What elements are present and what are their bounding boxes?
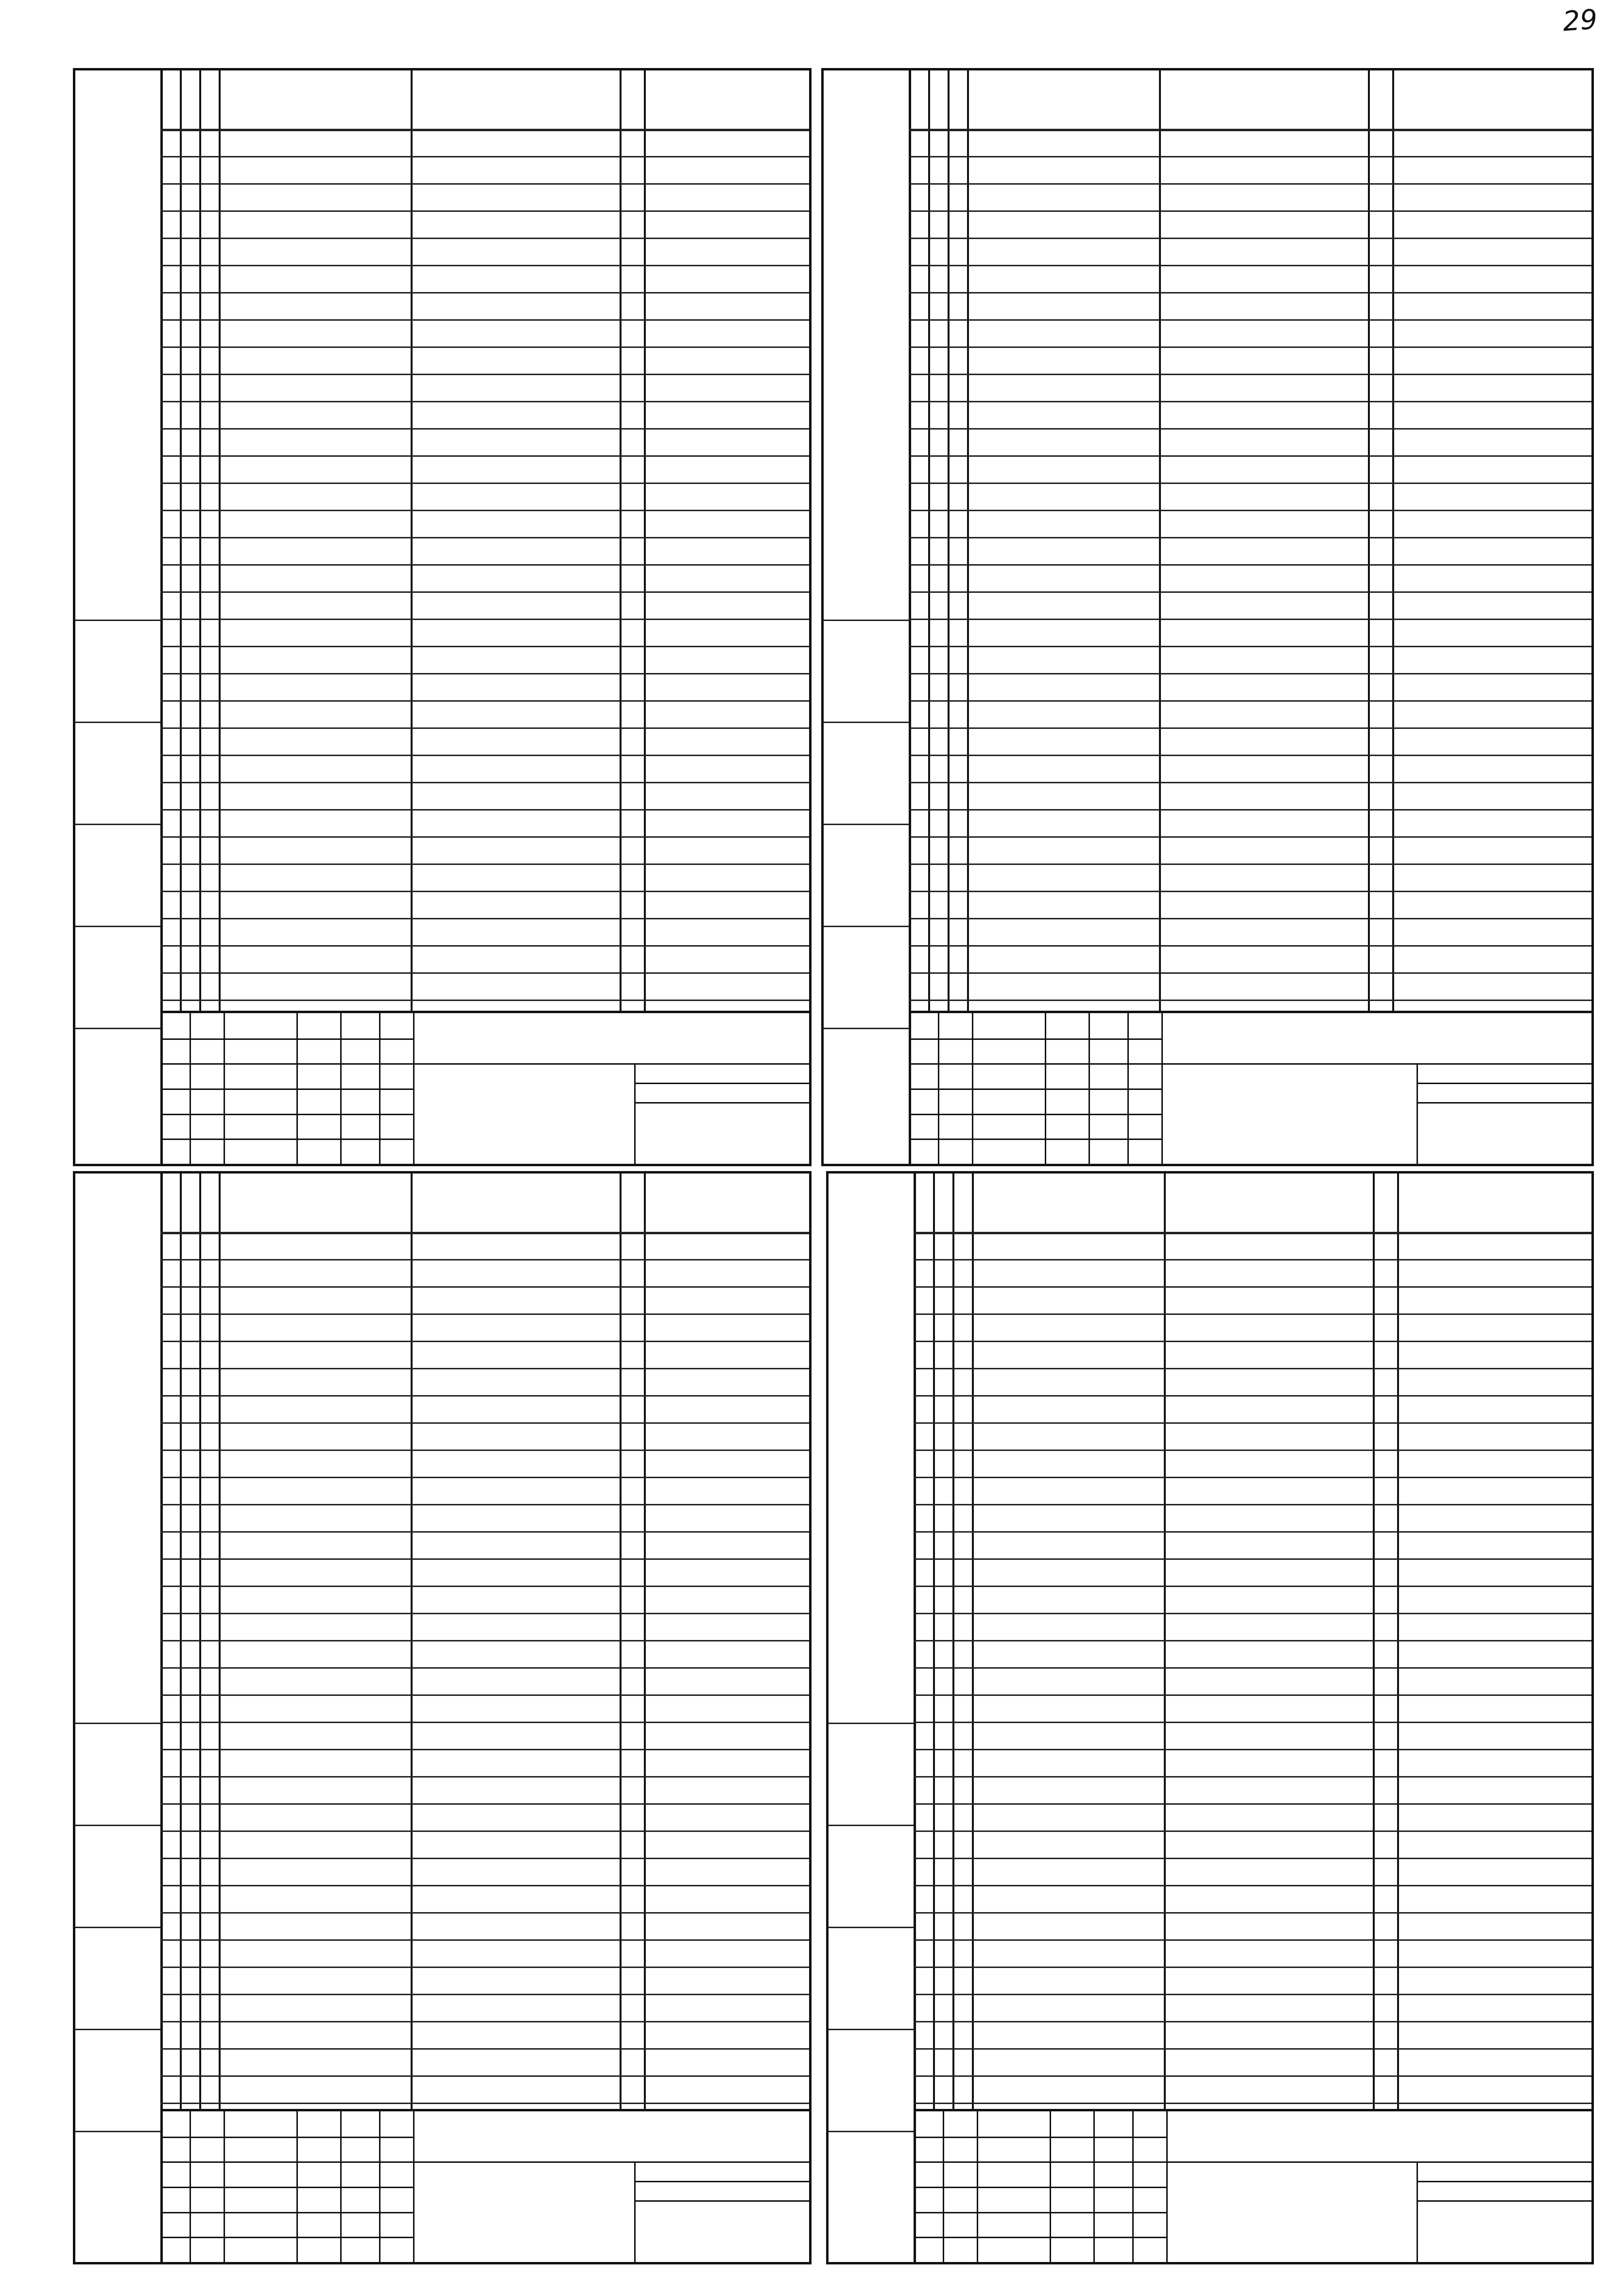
row-divider (160, 1531, 809, 1533)
column-divider (180, 70, 182, 1013)
row-divider (160, 1885, 809, 1886)
row-divider (909, 292, 1591, 293)
title-main-hline (413, 2161, 809, 2163)
row-divider (160, 374, 809, 375)
title-grid-hline (160, 1139, 413, 1140)
sidebar-divider (75, 722, 160, 723)
sidebar-divider (75, 1927, 160, 1928)
row-divider (160, 265, 809, 266)
sidebar-margin (75, 70, 163, 1164)
title-grid-hline (160, 2137, 413, 2138)
row-divider (914, 1667, 1591, 1669)
row-divider (160, 1640, 809, 1641)
sidebar-divider (824, 1028, 909, 1029)
row-divider (914, 1640, 1591, 1641)
row-divider (909, 863, 1591, 865)
row-divider (909, 483, 1591, 484)
lit-hline (634, 2200, 809, 2202)
row-divider (160, 591, 809, 593)
row-divider (160, 782, 809, 783)
row-divider (160, 1694, 809, 1696)
row-divider (914, 1722, 1591, 1723)
row-divider (160, 700, 809, 702)
title-main-hline (1166, 2161, 1591, 2163)
title-block (160, 1011, 809, 1164)
header-divider (914, 1232, 1591, 1234)
row-divider (909, 700, 1591, 702)
row-divider (160, 1368, 809, 1369)
row-divider (160, 1558, 809, 1560)
row-divider (909, 238, 1591, 239)
row-divider (160, 510, 809, 511)
row-divider (160, 210, 809, 212)
title-grid-hline (160, 1038, 413, 1040)
row-divider (909, 782, 1591, 783)
sidebar-margin (824, 70, 911, 1164)
row-divider (914, 1613, 1591, 1614)
row-divider (160, 1830, 809, 1832)
row-divider (914, 1586, 1591, 1587)
row-divider (160, 727, 809, 729)
row-divider (914, 1885, 1591, 1886)
row-divider (909, 401, 1591, 402)
column-header-format (909, 90, 928, 109)
row-divider (160, 918, 809, 919)
row-divider (909, 1000, 1591, 1001)
title-block (914, 2109, 1591, 2262)
row-divider (160, 1912, 809, 1914)
column-divider (967, 70, 969, 1013)
row-divider (160, 2048, 809, 2050)
row-divider (909, 265, 1591, 266)
row-divider (160, 1776, 809, 1778)
column-header-format (160, 90, 180, 109)
row-divider (160, 1722, 809, 1723)
row-divider (909, 374, 1591, 375)
sidebar-divider (829, 1825, 914, 1826)
sidebar-margin (75, 1174, 163, 2262)
title-main-hline (413, 1063, 809, 1065)
sidebar-divider (75, 1825, 160, 1826)
column-divider (411, 70, 413, 1013)
row-divider (914, 1749, 1591, 1750)
title-grid-hline (160, 2237, 413, 2238)
title-block (909, 1011, 1591, 1164)
title-grid-hline (160, 2212, 413, 2213)
row-divider (909, 591, 1591, 593)
column-header-pos (952, 1193, 972, 1212)
sidebar-divider (829, 2131, 914, 2132)
lit-vline (1417, 2161, 1418, 2262)
spec-sheet-filter (826, 1171, 1594, 2264)
spec-sheet-cover (821, 68, 1594, 1166)
row-divider (914, 1422, 1591, 1424)
row-divider (160, 1395, 809, 1397)
row-divider (909, 455, 1591, 457)
row-divider (160, 863, 809, 865)
row-divider (160, 455, 809, 457)
row-divider (909, 945, 1591, 947)
row-divider (909, 428, 1591, 430)
row-divider (914, 2103, 1591, 2104)
column-header-zone (180, 90, 199, 109)
row-divider (160, 564, 809, 566)
lit-hline (1417, 2181, 1591, 2182)
row-divider (909, 319, 1591, 321)
title-block (160, 2109, 809, 2262)
title-grid-hline (909, 1139, 1161, 1140)
lit-hline (634, 1083, 809, 1084)
title-main-hline (1161, 1063, 1591, 1065)
row-divider (160, 2021, 809, 2022)
row-divider (914, 1477, 1591, 1478)
row-divider (160, 1422, 809, 1424)
sidebar-divider (824, 722, 909, 723)
row-divider (909, 210, 1591, 212)
title-grid-hline (909, 1114, 1161, 1115)
sidebar-divider (824, 824, 909, 825)
row-divider (909, 619, 1591, 620)
title-grid-hline (909, 1063, 1161, 1065)
title-grid-hline (160, 1088, 413, 1090)
row-divider (160, 483, 809, 484)
row-divider (909, 183, 1591, 185)
row-divider (160, 401, 809, 402)
row-divider (914, 1341, 1591, 1342)
sidebar-divider (75, 2131, 160, 2132)
row-divider (160, 292, 809, 293)
title-main-vline (413, 1013, 415, 1164)
lit-vline (634, 2161, 636, 2262)
row-divider (160, 1259, 809, 1260)
row-divider (909, 809, 1591, 811)
column-divider (928, 70, 930, 1013)
row-divider (160, 1803, 809, 1805)
column-divider (620, 70, 622, 1013)
column-header-zone (180, 1193, 199, 1212)
row-divider (160, 972, 809, 974)
row-divider (160, 1450, 809, 1451)
row-divider (909, 156, 1591, 157)
row-divider (160, 346, 809, 348)
row-divider (160, 319, 809, 321)
sidebar-divider (75, 1723, 160, 1724)
row-divider (914, 1858, 1591, 1859)
row-divider (160, 1000, 809, 1001)
title-grid-hline (160, 1114, 413, 1115)
row-divider (160, 1477, 809, 1478)
row-divider (160, 646, 809, 647)
row-divider (160, 809, 809, 811)
row-divider (160, 755, 809, 756)
row-divider (914, 1286, 1591, 1288)
row-divider (909, 346, 1591, 348)
sidebar-margin (829, 1174, 916, 2262)
row-divider (160, 183, 809, 185)
lit-hline (1417, 1102, 1591, 1104)
header-divider (160, 1232, 809, 1234)
row-divider (160, 1504, 809, 1505)
column-header-format (914, 1193, 933, 1212)
row-divider (914, 1994, 1591, 1995)
column-divider (199, 70, 201, 1013)
column-divider (219, 70, 221, 1013)
row-divider (914, 1830, 1591, 1832)
title-grid-hline (914, 2212, 1166, 2213)
row-divider (160, 2075, 809, 2077)
row-divider (160, 1994, 809, 1995)
title-grid-hline (909, 1088, 1161, 1090)
column-divider (1368, 70, 1370, 1013)
row-divider (914, 1558, 1591, 1560)
row-divider (914, 1531, 1591, 1533)
row-divider (160, 156, 809, 157)
title-grid-hline (914, 2187, 1166, 2188)
column-header-pos (199, 1193, 219, 1212)
row-divider (914, 1313, 1591, 1315)
sidebar-divider (75, 926, 160, 927)
sidebar-divider (75, 1028, 160, 1029)
title-main-vline (1166, 2111, 1168, 2262)
row-divider (160, 537, 809, 538)
column-header-format (160, 1193, 180, 1212)
row-divider (909, 891, 1591, 892)
row-divider (160, 891, 809, 892)
title-grid-hline (914, 2237, 1166, 2238)
row-divider (160, 1939, 809, 1941)
title-grid-hline (914, 2137, 1166, 2138)
column-divider (948, 70, 950, 1013)
lit-vline (634, 1063, 636, 1164)
title-main-vline (1161, 1013, 1163, 1164)
row-divider (160, 238, 809, 239)
row-divider (914, 1803, 1591, 1805)
spec-sheet-ladder (73, 68, 812, 1166)
column-header-zone (928, 90, 948, 109)
sidebar-divider (829, 2029, 914, 2030)
row-divider (160, 428, 809, 430)
row-divider (160, 1749, 809, 1750)
row-divider (160, 945, 809, 947)
row-divider (914, 1939, 1591, 1941)
row-divider (909, 972, 1591, 974)
column-divider (644, 70, 646, 1013)
row-divider (909, 727, 1591, 729)
row-divider (160, 2103, 809, 2104)
row-divider (160, 1313, 809, 1315)
row-divider (160, 836, 809, 838)
row-divider (909, 673, 1591, 674)
column-header-zone (933, 1193, 952, 1212)
sidebar-divider (824, 620, 909, 621)
column-header-pos (948, 90, 967, 109)
title-grid-hline (909, 1038, 1161, 1040)
header-divider (909, 129, 1591, 131)
row-divider (914, 1967, 1591, 1968)
row-divider (914, 2048, 1591, 2050)
row-divider (914, 1368, 1591, 1369)
title-grid-hline (160, 2187, 413, 2188)
row-divider (909, 755, 1591, 756)
row-divider (914, 1694, 1591, 1696)
row-divider (914, 1259, 1591, 1260)
row-divider (160, 1967, 809, 1968)
column-divider (1159, 70, 1161, 1013)
row-divider (160, 673, 809, 674)
row-divider (909, 836, 1591, 838)
row-divider (909, 646, 1591, 647)
row-divider (160, 1286, 809, 1288)
row-divider (160, 1586, 809, 1587)
title-grid-hline (914, 2161, 1166, 2163)
title-grid-hline (160, 1063, 413, 1065)
row-divider (909, 537, 1591, 538)
row-divider (914, 1776, 1591, 1778)
row-divider (914, 1450, 1591, 1451)
row-divider (914, 2021, 1591, 2022)
sidebar-divider (75, 620, 160, 621)
lit-hline (1417, 2200, 1591, 2202)
lit-hline (1417, 1083, 1591, 1084)
sidebar-divider (824, 926, 909, 927)
row-divider (909, 564, 1591, 566)
title-main-vline (413, 2111, 415, 2262)
row-divider (160, 1613, 809, 1614)
row-divider (914, 2075, 1591, 2077)
sidebar-divider (829, 1927, 914, 1928)
row-divider (914, 1504, 1591, 1505)
row-divider (160, 1341, 809, 1342)
lit-hline (634, 1102, 809, 1104)
spec-sheet-funnel (73, 1171, 812, 2264)
row-divider (160, 1667, 809, 1669)
column-header-pos (199, 90, 219, 109)
row-divider (160, 1858, 809, 1859)
row-divider (914, 1395, 1591, 1397)
sidebar-divider (829, 1723, 914, 1724)
lit-hline (634, 2181, 809, 2182)
row-divider (914, 1912, 1591, 1914)
row-divider (160, 619, 809, 620)
page-number: 29 (1561, 3, 1599, 38)
column-divider (1392, 70, 1394, 1013)
title-grid-hline (160, 2161, 413, 2163)
lit-vline (1417, 1063, 1418, 1164)
sidebar-divider (75, 824, 160, 825)
row-divider (909, 510, 1591, 511)
header-divider (160, 129, 809, 131)
row-divider (909, 918, 1591, 919)
sidebar-divider (75, 2029, 160, 2030)
